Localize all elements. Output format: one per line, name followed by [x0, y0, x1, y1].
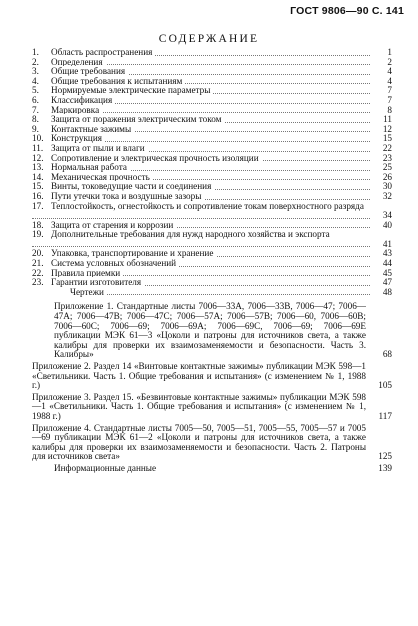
toc-appendix[interactable] [32, 424, 392, 462]
toc-entry-page: 22 [370, 144, 392, 154]
toc-entry-number: 10. [32, 133, 44, 144]
toc-entry-title: Винты, токоведущие части и соединения [51, 181, 212, 192]
toc-entry-page: 1 [370, 48, 392, 58]
toc-entry[interactable] [32, 288, 392, 298]
toc-entry-title: Классификация [51, 94, 113, 105]
toc-appendix-title: Приложение 2. Раздел 14 «Винтовые контактные зажимы» публикации МЭК 598—1 «Светильники. Часть 1. Общие требования и испытания» (с изменением № 1, 1988 г.) [32, 361, 366, 391]
toc-appendix-page: 125 [370, 452, 392, 462]
toc-appendix-page: 68 [370, 350, 392, 360]
toc-entry-number: 21. [32, 258, 44, 269]
toc-entry-title: Пути утечки тока и воздушные зазоры [51, 190, 202, 201]
toc-entry-title: Конструкция [51, 133, 102, 144]
toc-entry-title: Общие требования к испытаниям [51, 75, 183, 86]
toc-entry-title: Система условных обозначений [51, 258, 177, 269]
toc-entry-number: 12. [32, 152, 44, 163]
toc-appendix[interactable] [32, 362, 392, 391]
toc-entry-title: Нормальная работа [51, 162, 127, 173]
toc-entry-title: Теплостойкость, огнестойкость и сопротивление токам поверхностного разряда [51, 200, 364, 211]
toc-entry-number: 1. [32, 47, 39, 57]
toc-entry-number: 19. [32, 229, 44, 240]
toc-entry-number: 17. [32, 200, 44, 211]
toc-entry-title: Защита от поражения электрическим током [51, 114, 222, 125]
toc-entry-page: 40 [370, 221, 392, 231]
toc-appendix-title: Приложение 4. Стандартные листы 7005—50, 7005—51, 7005—55, 7005—57 и 7005—69 публикации МЭК 61—2 «Цоколи и патроны для источников света, а также калибры для проверки их взаимозаменяемости и безопасности. Часть 2. Патроны для источников света» [32, 422, 366, 462]
toc-entry-page: 4 [370, 77, 392, 87]
toc-entry-number: 6. [32, 94, 39, 105]
toc-entry-number: 11. [32, 142, 44, 153]
toc-entry-page: 12 [370, 125, 392, 135]
toc-entry-page: 15 [370, 134, 392, 144]
toc-entry-page: 41 [370, 240, 392, 250]
toc-entry-page: 34 [370, 211, 392, 221]
toc-entry-page: 2 [370, 58, 392, 68]
toc-entry-number: 5. [32, 85, 39, 96]
toc-entry-page: 44 [370, 259, 392, 269]
toc-entry-page: 43 [370, 249, 392, 259]
toc-entry-number: 16. [32, 190, 44, 201]
toc-entry-title: Гарантии изготовителя [51, 277, 142, 288]
toc-entry-page: 45 [370, 269, 392, 279]
toc-entry[interactable] [32, 230, 392, 249]
toc-entry-page: 8 [370, 106, 392, 116]
toc-entry-page: 32 [370, 192, 392, 202]
toc-entry-title: Общие требования [51, 66, 126, 77]
toc-appendix-title: Приложение 1. Стандартные листы 7006—33А, 7006—33В, 7006—47; 7006—47А; 7006—47В; 7006—47С; 7006—57А; 7006—57В; 7006—60, 7006—60В; 7006—60С; 7006—69; 7006—69А; 7006—69С, 7006—69; 7006—69Е публикации МЭК 61—3 «Цоколи и патроны для источников света, а также калибры для проверки их взаимозаменяемости и безопасности. Часть 3. Калибры» [54, 301, 366, 360]
toc-entry-title: Упаковка, транспортирование и хранение [51, 248, 214, 259]
toc-entry-number: 22. [32, 267, 44, 278]
toc-entry-number: 9. [32, 123, 39, 134]
toc-entry-title: Нормируемые электрические параметры [51, 85, 211, 96]
toc-entry-page: 7 [370, 96, 392, 106]
toc-entry-number: 8. [32, 114, 39, 125]
toc-appendix[interactable] [32, 393, 392, 422]
toc-entry-title: Маркировка [51, 104, 100, 115]
toc-entry-title: Механическая прочность [51, 171, 150, 182]
toc-appendix[interactable] [32, 302, 392, 360]
toc-entry-title: Защита от старения и коррозии [51, 219, 174, 230]
toc-appendix-title: Приложение 3. Раздел 15. «Безвинтовые контактные зажимы» публикации МЭК 598—1 «Светильники. Часть 1. Общие требования и испытания» (с изменением № 1, 1988 г.) [32, 391, 366, 421]
toc-entry-title: Сопротивление и электрическая прочность изоляции [51, 152, 259, 163]
toc-entry-page: 7 [370, 86, 392, 96]
table-of-contents [32, 48, 392, 474]
toc-entry-number: 4. [32, 75, 39, 86]
toc-appendix[interactable] [32, 464, 392, 474]
toc-entry-title: Область распространения [51, 47, 153, 57]
toc-entry-page: 26 [370, 173, 392, 183]
toc-entry-number: 14. [32, 171, 44, 182]
toc-entry-number: 23. [32, 277, 44, 288]
toc-entry-page: 47 [370, 278, 392, 288]
toc-entry-number: 7. [32, 104, 39, 115]
page-header: ГОСТ 9806—90 С. 141 [290, 5, 404, 17]
toc-entry-title: Правила приемки [51, 267, 121, 278]
toc-entry-number: 2. [32, 56, 39, 67]
page-title: СОДЕРЖАНИЕ [158, 33, 260, 45]
toc-appendix-page: 105 [370, 381, 392, 391]
toc-appendix-title: Информационные данные [54, 462, 157, 473]
toc-entry[interactable] [32, 202, 392, 221]
toc-entry-page: 11 [370, 115, 392, 125]
toc-entry-title: Дополнительные требования для нужд народного хозяйства и экспорта [51, 229, 330, 240]
toc-entry-number: 15. [32, 181, 44, 192]
toc-entry-page: 30 [370, 182, 392, 192]
toc-entry-title: Определения [51, 56, 103, 67]
toc-entry-number: 20. [32, 248, 44, 259]
toc-entry-page: 48 [370, 288, 392, 298]
toc-entry-page: 23 [370, 154, 392, 164]
toc-entry-title: Чертежи [70, 286, 104, 297]
toc-entry-page: 4 [370, 67, 392, 77]
toc-entry-title: Контактные зажимы [51, 123, 132, 134]
toc-appendix-page: 117 [370, 412, 392, 422]
toc-entry-number: 13. [32, 162, 44, 173]
toc-entry-page: 25 [370, 163, 392, 173]
toc-entry-number: 3. [32, 66, 39, 77]
toc-entry-number: 18. [32, 219, 44, 230]
toc-appendix-page: 139 [370, 464, 392, 474]
toc-entry-title: Защита от пыли и влаги [51, 142, 145, 153]
